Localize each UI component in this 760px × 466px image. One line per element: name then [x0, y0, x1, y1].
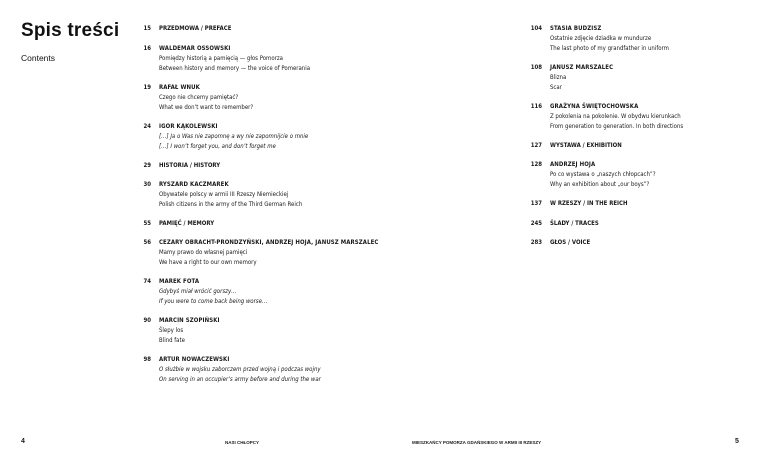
toc-text [159, 238, 378, 267]
toc-page-number: 16 [143, 45, 151, 52]
toc-text [159, 219, 214, 229]
toc-title-en: Why an exhibition about „our boys”? [550, 180, 650, 188]
toc-title-en: Scar [550, 83, 562, 91]
toc-text [159, 83, 253, 112]
toc-author: MAREK FOTA [159, 278, 200, 285]
toc-text [550, 24, 669, 53]
footer-right-page-number: 5 [735, 438, 739, 445]
toc-title-en: What we don’t want to remember? [159, 103, 254, 111]
toc-author: JANUSZ MARSZALEC [550, 64, 614, 71]
toc-section-title: ŚLADY / TRACES [550, 220, 599, 227]
toc-text [159, 44, 310, 73]
toc-text [550, 63, 613, 92]
toc-page-number: 137 [530, 200, 542, 207]
toc-title-pl: Mamy prawo do własnej pamięci [159, 248, 248, 256]
toc-section-title: PRZEDMOWA / PREFACE [159, 25, 232, 32]
toc-section-title: HISTORIA / HISTORY [159, 162, 221, 169]
footer-left-running-title: NASI CHŁOPCY [225, 440, 260, 445]
toc-section-title: W RZESZY / IN THE REICH [550, 200, 628, 207]
toc-page-number: 90 [143, 317, 151, 324]
toc-text [550, 199, 628, 209]
toc-page-number: 283 [530, 239, 542, 246]
toc-section-title: GŁOS / VOICE [550, 239, 591, 246]
toc-text [550, 160, 656, 189]
toc-page-number: 74 [143, 278, 151, 285]
toc-author: RYSZARD KACZMAREK [159, 181, 229, 188]
toc-text [159, 316, 220, 345]
toc-title-en: Polish citizens in the army of the Third German Reich [159, 200, 303, 208]
toc-author: CEZARY OBRACHT-PRONDZYŃSKI, ANDRZEJ HOJA, JANUSZ MARSZALEC [159, 239, 379, 246]
toc-page-number: 30 [143, 181, 151, 188]
toc-text [550, 141, 622, 151]
footer-left-page-number: 4 [21, 438, 25, 445]
toc-text [159, 24, 231, 34]
toc-text [159, 355, 321, 384]
toc-author: STASIA BUDZISZ [550, 25, 602, 32]
toc-page-number: 116 [530, 103, 542, 110]
toc-page-number: 104 [530, 25, 542, 32]
toc-page-number: 245 [530, 220, 542, 227]
page-subtitle: Contents [21, 53, 56, 63]
toc-title-pl: Ostatnie zdjęcie dziadka w mundurze [550, 34, 652, 42]
toc-page-number: 29 [143, 162, 151, 169]
toc-title-en: The last photo of my grandfather in uniform [550, 44, 669, 52]
page-title: Spis treści [21, 20, 120, 41]
toc-author: GRAŻYNA ŚWIĘTOCHOWSKA [550, 103, 639, 110]
toc-title-en: From generation to generation. In both directions [550, 122, 684, 130]
toc-section-title: PAMIĘĆ / MEMORY [159, 220, 215, 227]
toc-text [159, 180, 302, 209]
toc-text [159, 122, 308, 151]
toc-author: MARCIN SZOPIŃSKI [159, 317, 220, 324]
toc-title-pl: O służbie w wojsku zaborczem przed wojną i podczas wojny [159, 365, 321, 373]
toc-text [159, 277, 267, 306]
toc-text [550, 102, 683, 131]
toc-title-en: […] I won’t forget you, and don’t forget me [159, 142, 276, 150]
toc-page-number: 15 [143, 25, 151, 32]
toc-page-number: 56 [143, 239, 151, 246]
toc-text [550, 238, 590, 248]
toc-title-pl: Gdybyś miał wrócić gorszy… [159, 287, 237, 295]
toc-title-en: If you were to come back being worse… [159, 297, 268, 305]
toc-title-pl: Ślepy los [159, 326, 184, 334]
toc-title-pl: Czego nie chcemy pamiętać? [159, 93, 239, 101]
toc-title-en: Between history and memory — the voice of Pomerania [159, 64, 311, 72]
toc-title-pl: Pomiędzy historią a pamięcią — głos Pomorza [159, 54, 283, 62]
toc-title-en: Blind fate [159, 336, 185, 344]
toc-page-number: 98 [143, 356, 151, 363]
toc-page-number: 127 [530, 142, 542, 149]
toc-page-number: 24 [143, 123, 151, 130]
toc-title-pl: Po co wystawa o „naszych chłopcach”? [550, 170, 656, 178]
toc-text [159, 161, 220, 171]
toc-author: WALDEMAR OSSOWSKI [159, 45, 231, 52]
toc-page-number: 19 [143, 84, 151, 91]
toc-title-pl: Z pokolenia na pokolenie. W obydwu kierunkach [550, 112, 681, 120]
toc-title-pl: […] Ja o Was nie zapomnę a wy nie zapomnijcie o mnie [159, 132, 309, 140]
toc-author: ARTUR NOWACZEWSKI [159, 356, 230, 363]
toc-page-number: 108 [530, 64, 542, 71]
toc-page-number: 128 [530, 161, 542, 168]
toc-title-en: On serving in an occupier’s army before and during the war [159, 375, 321, 383]
toc-author: RAFAŁ WNUK [159, 84, 200, 91]
toc-title-pl: Blizna [550, 73, 567, 81]
toc-title-en: We have a right to our own memory [159, 258, 257, 266]
toc-title-pl: Obywatele polscy w armii III Rzeszy Niemieckiej [159, 190, 289, 198]
toc-text [550, 219, 599, 229]
toc-author: IGOR KĄKOLEWSKI [159, 123, 218, 130]
footer-right-running-title: MIESZKAŃCY POMORZA GDAŃSKIEGO W ARMII III RZESZY [412, 440, 542, 445]
toc-page-number: 55 [143, 220, 151, 227]
toc-author: ANDRZEJ HOJA [550, 161, 596, 168]
toc-section-title: WYSTAWA / EXHIBITION [550, 142, 622, 149]
